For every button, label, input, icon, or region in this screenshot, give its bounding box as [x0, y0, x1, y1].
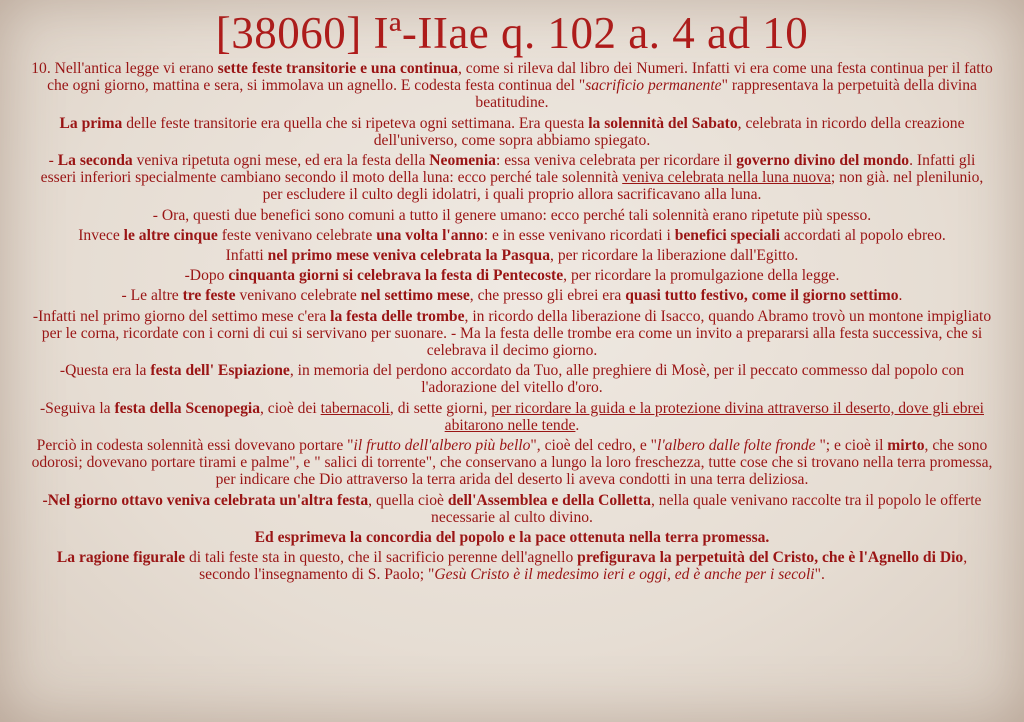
text-span: -Questa era la	[59, 362, 151, 380]
text-span: feste venivano celebrate	[217, 226, 377, 244]
text-span: di tali feste sta in questo, che il sacrificio perenne dell'agnello	[185, 549, 578, 567]
text-span: , cioè dei	[260, 399, 321, 417]
bold-span: la festa delle trombe	[330, 307, 465, 325]
bold-span: mirto	[887, 437, 925, 455]
bold-span: tre feste	[182, 287, 236, 305]
bold-span: -Nel giorno ottavo veniva celebrata un'altra festa	[42, 491, 369, 509]
bold-span: La seconda	[57, 152, 133, 170]
paragraph-12	[30, 437, 994, 489]
text-span: , quella cioè	[368, 491, 448, 509]
paragraph-2	[30, 115, 994, 149]
bold-span: la solennità del Sabato	[588, 114, 738, 132]
text-span: Perciò in codesta solennità essi dovevano portare "	[36, 437, 354, 455]
paragraph-15	[30, 549, 994, 583]
text-span: -Seguiva la	[39, 399, 115, 417]
text-span: Infatti	[225, 247, 268, 265]
text-span: , che sono odorosi; dovevano portare tirami e palme", e " salici di torrente", che conservano a lungo la loro freschezza, tutte cose che si trovano nella terra promessa, per indicare che Dio attraverso la terra arida del deserto li aveva condotti in una terra deliziosa.	[31, 437, 993, 489]
bold-span: festa dell' Espiazione	[150, 362, 290, 380]
text-span: , come si rileva dal libro dei Numeri. Infatti vi era come una festa continua per il fatto che ogni giorno, mattina e sera, si immolava un agnello. E codesta festa continua del "	[47, 60, 993, 95]
text-span: .	[898, 287, 903, 305]
text-span: , celebrata in ricordo della creazione dell'universo, come sopra abbiamo spiegato.	[373, 114, 965, 149]
italic-span: l'albero dalle folte fronde	[657, 437, 816, 455]
paragraph-4: - Ora, questi due benefici sono comuni a tutto il genere umano: ecco perché tali solennità erano ripetute più spesso.	[152, 206, 872, 224]
text-span: venivano celebrate	[235, 287, 361, 305]
paragraph-14: Ed esprimeva la concordia del popolo e la pace ottenuta nella terra promessa.	[254, 529, 770, 547]
bold-span: benefici speciali	[674, 226, 780, 244]
text-span: ".	[814, 566, 825, 584]
text-span: .	[575, 416, 580, 434]
bold-span: prefigurava la perpetuità del Cristo, che è l'Agnello di Dio	[577, 549, 964, 567]
text-span: , di sette giorni,	[389, 399, 492, 417]
text-span: -Infatti nel primo giorno del settimo mese c'era	[32, 307, 331, 325]
bold-span: La prima	[59, 114, 123, 132]
text-span: , in ricordo della liberazione di Isacco, quando Abramo trovò un montone impigliato per le corna, ricordate con i corni di cui si servivano per suonare. - Ma la festa delle trombe era come un invito a prepararsi alla festa successiva, che si celebrava il decimo giorno.	[41, 307, 992, 360]
bold-span: dell'Assemblea e della Colletta	[447, 491, 651, 509]
text-span: delle feste transitorie era quella che si ripeteva ogni settimana. Era questa	[122, 114, 589, 132]
bold-span: cinquanta giorni si celebrava la festa di Pentecoste	[228, 267, 564, 285]
paragraph-13	[30, 492, 994, 526]
bold-span: una volta l'anno	[376, 226, 484, 244]
bold-span: Neomenia	[429, 152, 496, 170]
text-span: -Dopo	[184, 267, 229, 285]
underlined-span: tabernacoli	[320, 399, 390, 417]
italic-span: Gesù Cristo è il medesimo ieri e oggi, ed è anche per i secoli	[434, 566, 815, 584]
bold-span: festa della Scenopegia	[114, 399, 260, 417]
paragraph-7	[30, 267, 994, 284]
page-title: [38060] Iª-IIae q. 102 a. 4 ad 10	[215, 8, 809, 58]
italic-span: il frutto dell'albero più bello	[353, 437, 531, 455]
text-span: : essa veniva celebrata per ricordare il	[495, 152, 737, 170]
text-span: 10. Nell'antica legge vi erano	[31, 60, 218, 77]
text-span: , per ricordare la liberazione dall'Egitto.	[550, 247, 799, 265]
bold-span: le altre cinque	[123, 226, 218, 244]
paragraph-6	[30, 247, 994, 264]
body-text	[30, 60, 994, 584]
italic-span: sacrificio permanente	[585, 77, 722, 95]
bold-span: quasi tutto festivo, come il giorno settimo	[625, 287, 899, 305]
text-span: : e in esse venivano ricordati i	[483, 226, 675, 244]
paragraph-11	[30, 400, 994, 434]
paragraph-5	[30, 227, 994, 244]
bold-span: governo divino del mondo	[736, 152, 910, 170]
text-span: - Le altre	[121, 287, 183, 305]
bold-span: La ragione figurale	[56, 549, 186, 567]
text-span: accordati al popolo ebreo.	[779, 226, 946, 244]
bold-span: sette feste transitorie e una continua	[217, 60, 458, 77]
text-span: " rappresentava la perpetuità della divina beatitudine.	[475, 77, 977, 112]
text-span: ", cioè del cedro, e "	[530, 437, 658, 455]
text-span: Invece	[78, 226, 124, 244]
paragraph-1	[30, 60, 994, 112]
paragraph-8	[30, 287, 994, 304]
bold-span: nel settimo mese	[360, 287, 470, 305]
underlined-span: veniva celebrata nella luna nuova	[622, 169, 831, 187]
bold-span: nel primo mese veniva celebrata la Pasqua	[267, 247, 551, 265]
text-span: veniva ripetuta ogni mese, ed era la festa della	[132, 152, 430, 170]
text-span: -	[48, 152, 58, 170]
text-span: , per ricordare la promulgazione della legge.	[563, 267, 840, 285]
paragraph-10	[30, 362, 994, 396]
paragraph-3	[30, 152, 994, 204]
text-span: , in memoria del perdono accordato da Tuo, alle preghiere di Mosè, per il peccato commesso dal popolo con l'adorazione del vitello d'oro.	[289, 362, 965, 397]
paragraph-9	[30, 308, 994, 360]
text-span: , nella quale venivano raccolte tra il popolo le offerte necessarie al culto divino.	[431, 491, 982, 526]
text-span: ; non già. nel plenilunio, per escludere il culto degli idolatri, i quali proprio allora sacrificavano alla luna.	[262, 169, 984, 204]
text-span: , che presso gli ebrei era	[469, 287, 626, 305]
underlined-span: per ricordare la guida e la protezione divina attraverso il deserto, dove gli ebrei abitarono nelle tende	[444, 399, 984, 434]
text-span: . Infatti gli esseri inferiori specialmente cambiano secondo il moto della luna: ecco perché tale solennità	[40, 152, 976, 187]
text-span: , secondo l'insegnamento di S. Paolo; "	[199, 549, 968, 584]
text-span: "; e cioè il	[815, 437, 888, 455]
